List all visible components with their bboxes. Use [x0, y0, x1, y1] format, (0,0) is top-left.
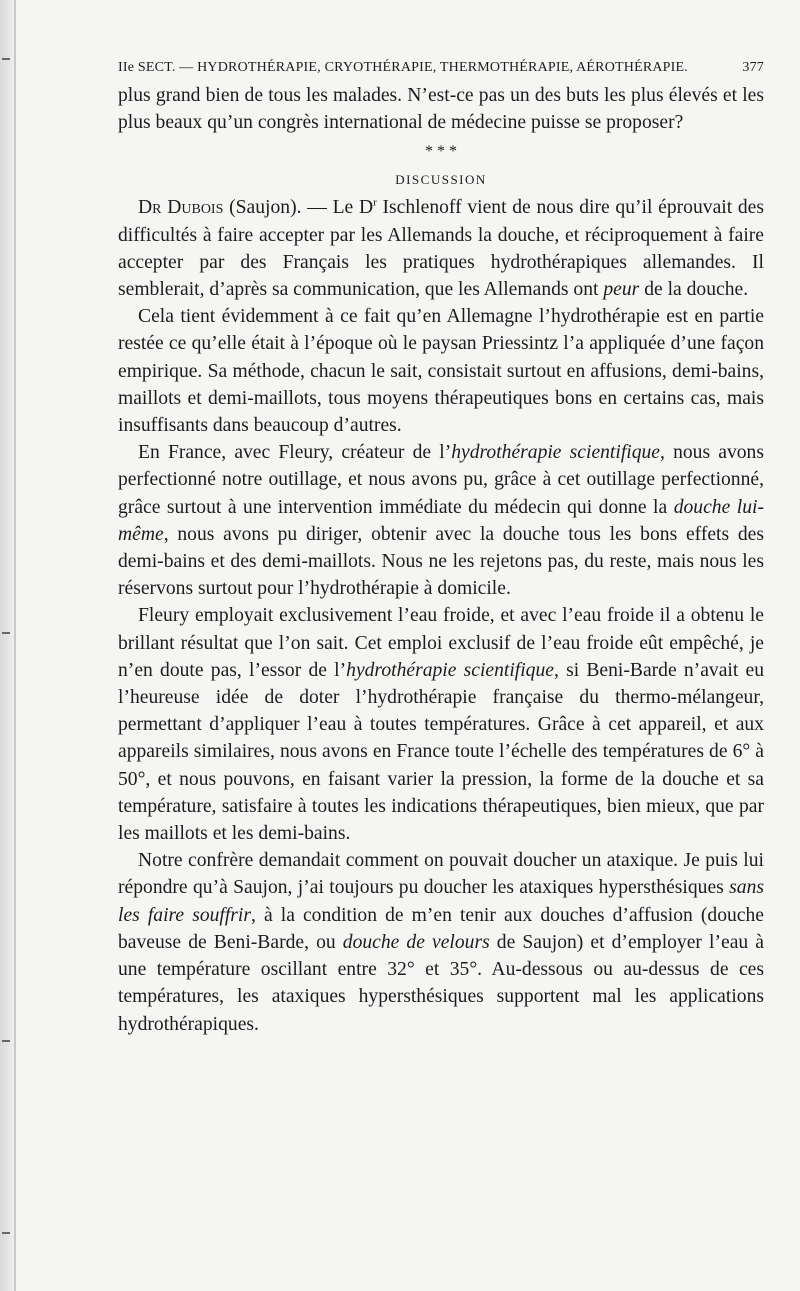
superscript: r [373, 196, 377, 209]
binding-edge [0, 0, 14, 1291]
binding-mark [2, 58, 10, 60]
italic-text: peur [603, 279, 640, 301]
page-text [118, 60, 764, 1038]
paragraph-text: , si Beni-Barde n’avait eu l’heureuse idée de doter l’hydrothérapie française du thermo-mélangeur, permettant d’appliquer l’eau à toutes températures. Grâce à cet appareil, et aux appareils similaires, nous avons en France toute l’échelle des températures de 6° à 50°, et nous pouvons, en faisant varier la pression, la forme de la douche et sa température, satisfaire à toutes les indications thérapeutiques, bien mieux, que par les maillots et les demi-bains. [118, 659, 764, 845]
paragraph-text: Notre confrère demandait comment on pouvait doucher un ataxique. Je puis lui répondre qu’à Saujon, j’ai toujours pu doucher les ataxiques hypersthésiques [118, 850, 764, 899]
paragraph-text: de Saujon) et d’employer l’eau à une température oscillant entre 32° et 35°. Au-dessous ou au-dessus de ces températures, les ataxiques hypersthésiques supportent mal les applications hydrothérapiques. [118, 931, 764, 1035]
paragraph-allemagne: Cela tient évidemment à ce fait qu’en Allemagne l’hydrothérapie est en partie restée ce qu’elle était à l’époque où le paysan Priessintz l’a appliquée d’une façon empirique. Sa méthode, chacun le sait, consistait surtout en affusions, demi-bains, maillots et demi-maillots, tous moyens thérapeutiques bons en certains cas, mais insuffisants dans beaucoup d’autres. [118, 306, 764, 437]
paragraph-fleury [118, 602, 764, 847]
running-head [118, 60, 764, 76]
section-title: IIe SECT. — HYDROTHÉRAPIE, CRYOTHÉRAPIE, THERMOTHÉRAPIE, AÉROTHÉRAPIE. [118, 60, 688, 75]
paragraph-text: , à la condition de m’en tenir aux douches d’affusion (douche baveuse de Beni-Barde, ou [118, 904, 764, 953]
discussion-heading: DISCUSSION [395, 172, 487, 188]
paragraph-text: de la douche. [639, 279, 749, 301]
paragraph-text: Fleury employait exclusivement l’eau froide, et avec l’eau froide il a obtenu le brillant résultat que l’on sait. Cet emploi exclusif de l’eau froide eût empêché, je n’en doute pas, l’essor de l’ [118, 605, 764, 681]
paragraph-text: En France, avec Fleury, créateur de l’ [138, 442, 452, 464]
page-number: 377 [742, 60, 764, 75]
speaker-place: (Saujon). — [229, 197, 327, 219]
paragraph-continuation: plus grand bien de tous les malades. N’est-ce pas un des buts les plus élevés et les plus beaux qu’un congrès international de médecine puisse se proposer? [118, 85, 764, 134]
binding-mark [2, 1040, 10, 1042]
speaker-name: Dr Dubois [138, 197, 224, 219]
binding-mark [2, 1232, 10, 1234]
binding-mark [2, 632, 10, 634]
italic-text: hydrothérapie scientifique [346, 659, 554, 681]
paragraph-text: , nous avons pu diriger, obtenir avec la douche tous les bons effets des demi-bains et des demi-maillots. Nous ne les rejetons pas, du reste, mais nous les réservons surtout pour l’hydrothérapie à domicile. [118, 523, 764, 600]
paragraph-dubois [118, 194, 764, 303]
italic-text: douche de velours [342, 931, 490, 953]
paragraph-text: Le D [332, 197, 374, 219]
paragraph-france [118, 439, 764, 602]
paragraph-ataxique [118, 847, 764, 1037]
italic-text: douche lui-même [118, 496, 764, 545]
paragraph-text: Ischlenoff vient de nous dire qu’il éprouvait des difficultés à faire accepter par les Allemands la douche, et réciproquement à faire accepter par des Français les pratiques hydrothérapiques allemandes. Il semblerait, d’après sa communication, que les Allemands ont [118, 197, 764, 301]
italic-text: hydrothérapie scientifique [451, 442, 660, 464]
paragraph-text: , nous avons perfectionné notre outillage, et nous avons pu, grâce à cet outillage perfectionné, grâce surtout à une intervention immédiate du médecin qui donne la [118, 442, 764, 518]
italic-text: sans les faire souffrir [118, 877, 764, 926]
asterism: * * * [425, 143, 457, 161]
